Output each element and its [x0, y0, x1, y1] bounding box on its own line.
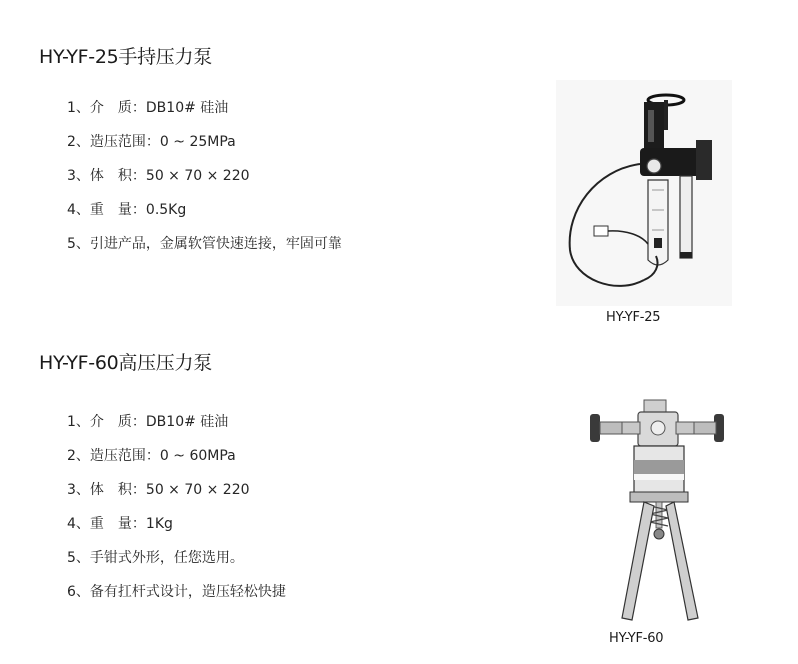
spec-item-pressure-range: 2、造压范围：0 ~ 60MPa: [67, 448, 236, 464]
spec-item-lever-design: 6、备有扛杆式设计，造压轻松快捷: [67, 584, 286, 600]
hand-pressure-pump-photo: [556, 80, 732, 306]
spec-list: [67, 413, 286, 617]
image-caption: HY-YF-60: [609, 631, 664, 646]
spec-item-shape: 5、手钳式外形，任您选用。: [67, 550, 244, 566]
spec-item-weight: 4、重 量：0.5Kg: [67, 202, 187, 218]
high-pressure-pump-photo: [582, 388, 742, 624]
spec-item-feature: 5、引进产品，金属软管快速连接，牢固可靠: [67, 236, 342, 252]
spec-item-volume: 3、体 积：50 × 70 × 220: [67, 168, 250, 184]
spec-item-weight: 4、重 量：1Kg: [67, 516, 173, 532]
spec-item-volume: 3、体 积：50 × 70 × 220: [67, 482, 250, 498]
product-section-hy-yf-60: [0, 330, 798, 664]
spec-item-medium: 1、介 质：DB10# 硅油: [67, 414, 229, 430]
product-section-hy-yf-25: [0, 0, 798, 330]
product-title: HY-YF-60高压压力泵: [39, 352, 212, 374]
spec-item-pressure-range: 2、造压范围：0 ~ 25MPa: [67, 134, 236, 150]
spec-list: [67, 99, 342, 269]
image-caption: HY-YF-25: [606, 310, 661, 325]
spec-item-medium: 1、介 质：DB10# 硅油: [67, 100, 229, 116]
product-title: HY-YF-25手持压力泵: [39, 46, 212, 68]
